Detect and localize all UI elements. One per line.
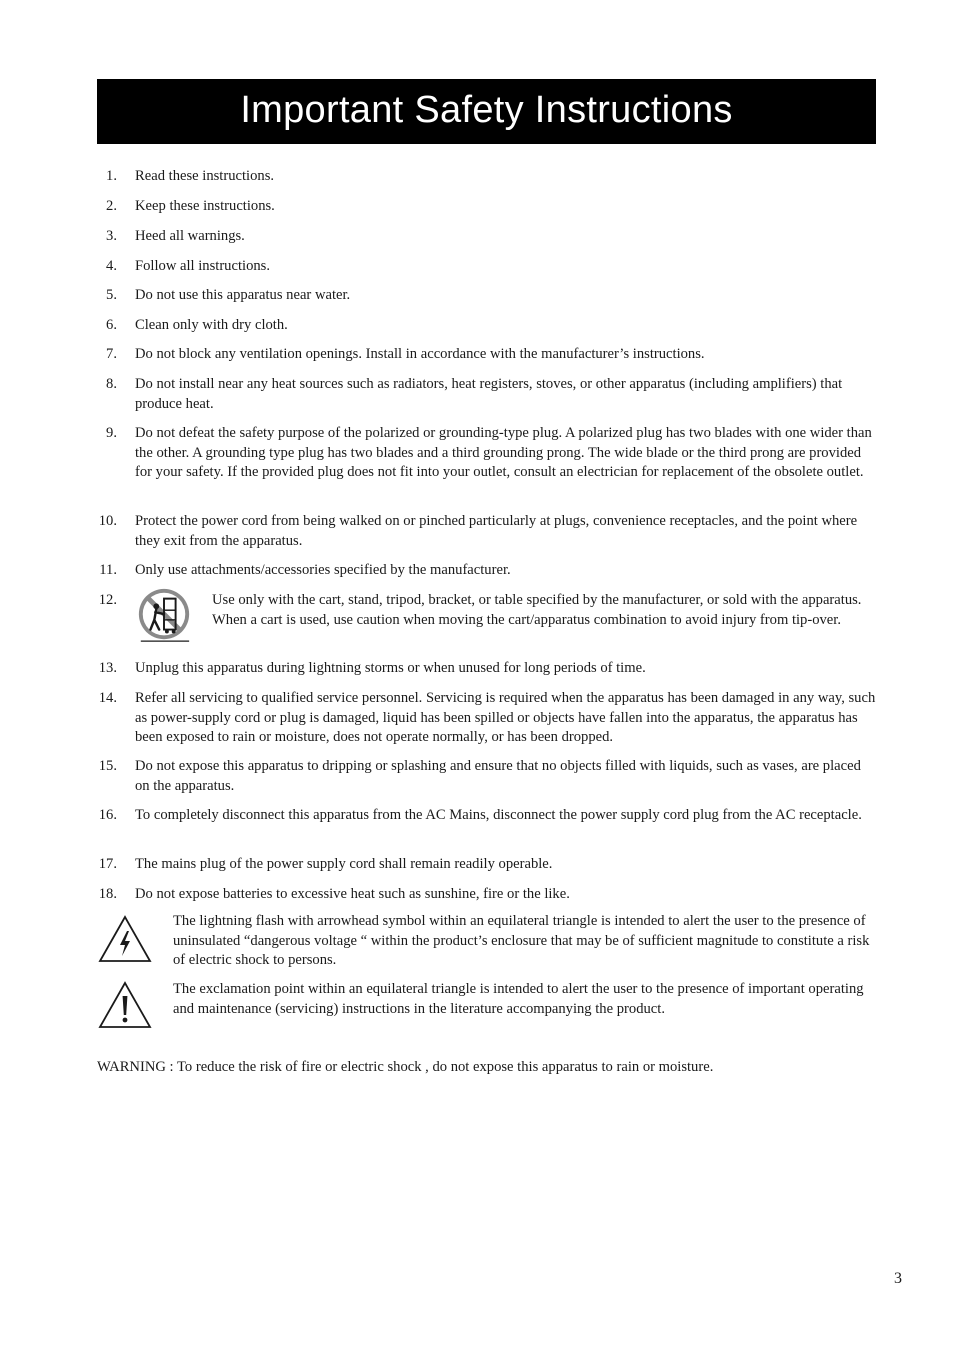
page-number: 3 [894,1270,902,1287]
item-number: 18. [98,886,117,902]
list-item [97,257,876,286]
item-number: 3. [106,228,117,244]
cart-tip-over-warning-icon [135,587,193,645]
list-item [97,885,876,915]
item-text: Clean only with dry cloth. [135,317,288,333]
safety-instructions-list [97,167,876,915]
item-text: Do not defeat the safety purpose of the polarized or grounding-type plug. A polarized plug has two blades with one wider than the other. A grounding type plug has two blades and a third grounding prong. The wide blade or the third prong are provided for your safety. If the provided plug does not fit into your outlet, consult an electrician for replacement of the obsolete outlet. [135,425,872,480]
item-text: Do not use this apparatus near water. [135,287,351,303]
lightning-symbol-text: The lightning flash with arrowhead symbol within an equilateral triangle is intended to alert the user to the presence of uninsulated “dangerous voltage “ within the product’s enclosure that may be of sufficient magnitude to constitute a risk of electric shock to persons. [173,913,870,968]
item-number: 14. [98,690,117,706]
list-item [97,375,876,424]
list-item [97,561,876,591]
item-number: 12. [98,592,117,608]
list-item [97,197,876,227]
exclamation-symbol-row [97,980,876,1030]
item-text: Do not install near any heat sources such as radiators, heat registers, stoves, or other apparatus (including amplifiers) that produce heat. [135,376,843,412]
list-item [97,806,876,855]
item-text: Do not expose this apparatus to dripping or splashing and ensure that no objects filled with liquids, such as vases, are placed on the apparatus. [135,758,861,794]
list-item [97,512,876,561]
item-number: 7. [106,346,117,362]
exclamation-symbol-text: The exclamation point within an equilateral triangle is intended to alert the user to the presence of important operating and maintenance (servicing) instructions in the literature accompanying the product. [173,981,864,1017]
item-text: Keep these instructions. [135,198,275,214]
item-text: Heed all warnings. [135,228,245,244]
item-number: 1. [106,168,117,184]
item-text: Use only with the cart, stand, tripod, bracket, or table specified by the manufacturer, or sold with the apparatus. When a cart is used, use caution when moving the cart/apparatus combination to avoid injury from tip-over. [212,592,862,628]
item-number: 4. [106,258,117,274]
item-number: 16. [98,807,117,823]
list-item [97,286,876,316]
item-number: 11. [99,562,117,578]
exclamation-triangle-icon [97,980,153,1030]
lightning-symbol-row [97,912,876,980]
item-number: 13. [98,660,117,676]
warning-symbols [97,912,876,1030]
item-text: Follow all instructions. [135,258,270,274]
page-title-bar [97,79,876,144]
item-number: 8. [106,376,117,392]
list-item [97,591,876,659]
item-number: 2. [106,198,117,214]
list-item [97,689,876,757]
item-number: 5. [106,287,117,303]
item-text: Read these instructions. [135,168,275,184]
item-number: 15. [98,758,117,774]
list-item [97,659,876,689]
item-number: 6. [106,317,117,333]
item-text: Refer all servicing to qualified service personnel. Servicing is required when the apparatus has been damaged in any way, such as power-supply cord or plug is damaged, liquid has been spilled or objects have fallen into the apparatus, the apparatus has been exposed to rain or moisture, does not operate normally, or has been dropped. [135,690,876,745]
lightning-triangle-icon [97,914,153,964]
item-text: Protect the power cord from being walked on or pinched particularly at plugs, convenience receptacles, and the point where they exit from the apparatus. [135,513,858,549]
list-item [97,316,876,345]
item-text: Do not expose batteries to excessive heat such as sunshine, fire or the like. [135,886,570,902]
list-item [97,167,876,197]
item-text: Do not block any ventilation openings. Install in accordance with the manufacturer’s instructions. [135,346,705,362]
item-text: Only use attachments/accessories specified by the manufacturer. [135,562,511,578]
warning-statement: WARNING : To reduce the risk of fire or electric shock , do not expose this apparatus to rain or moisture. [97,1059,714,1075]
item-text: To completely disconnect this apparatus from the AC Mains, disconnect the power supply cord plug from the AC receptacle. [135,807,862,823]
list-item [97,757,876,806]
item-number: 17. [98,856,117,872]
item-number: 10. [98,513,117,529]
item-number: 9. [106,425,117,441]
list-item [97,855,876,885]
list-item [97,227,876,257]
item-text: The mains plug of the power supply cord shall remain readily operable. [135,856,553,872]
list-item [97,345,876,375]
list-item [97,424,876,512]
page-title: Important Safety Instructions [240,89,733,131]
item-text: Unplug this apparatus during lightning storms or when unused for long periods of time. [135,660,646,676]
